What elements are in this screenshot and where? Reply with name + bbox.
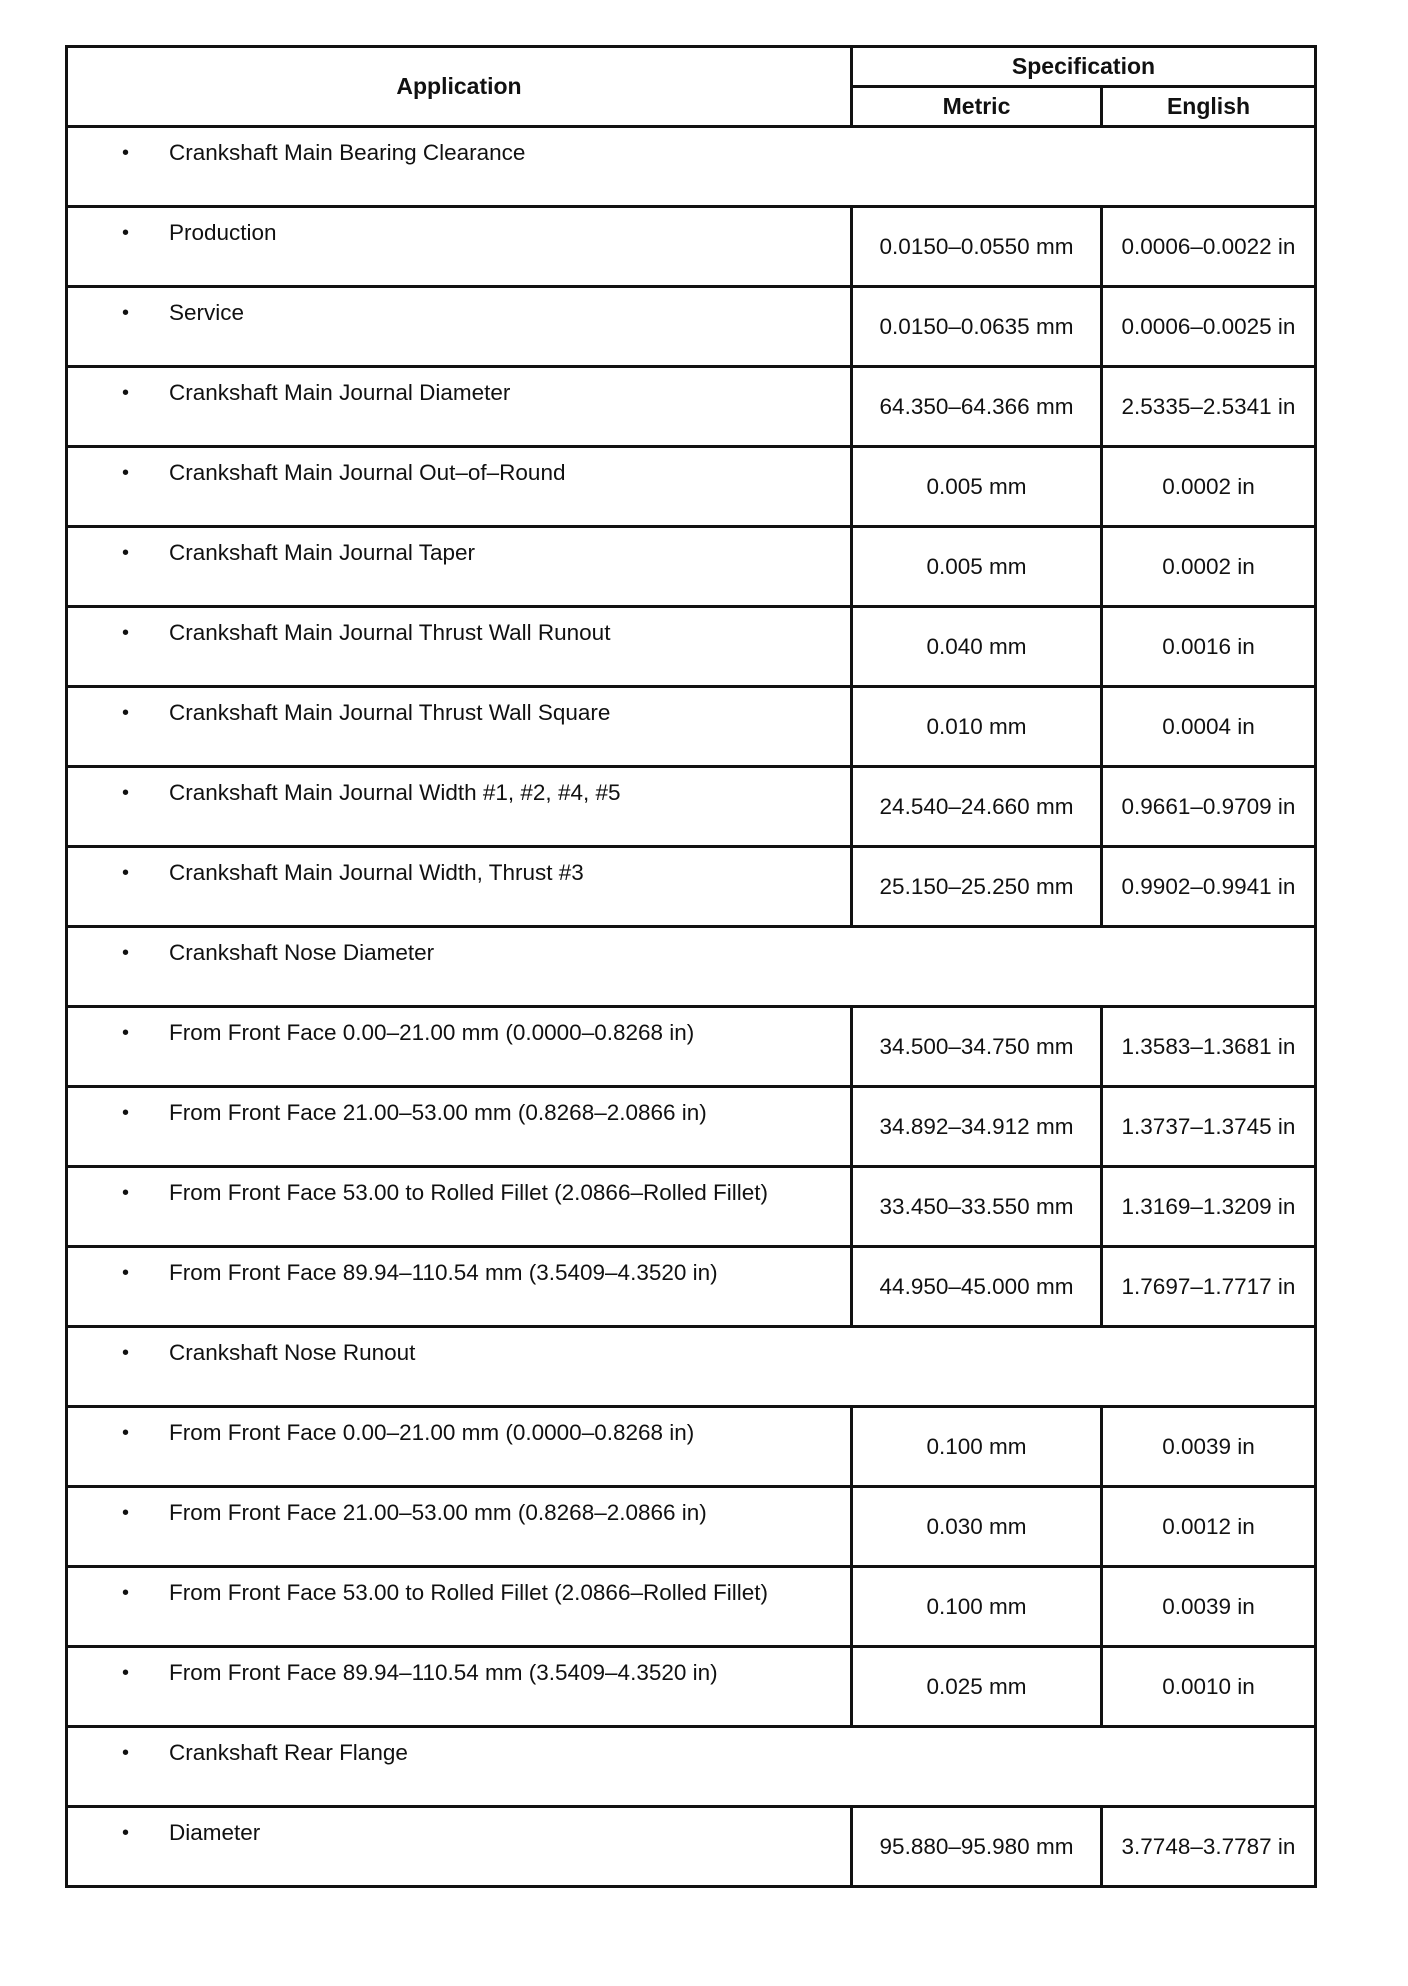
bullet-icon: • (122, 702, 130, 724)
table-row (67, 127, 1316, 207)
metric-value: 0.100 mm (852, 1567, 1102, 1647)
application-cell (67, 847, 852, 927)
section-heading-cell (67, 927, 1316, 1007)
metric-value: 0.030 mm (852, 1487, 1102, 1567)
table-row (67, 447, 1316, 527)
metric-value: 0.100 mm (852, 1407, 1102, 1487)
table-row (67, 1247, 1316, 1327)
application-label: Crankshaft Rear Flange (169, 1740, 408, 1765)
english-value: 0.0016 in (1102, 607, 1316, 687)
bullet-icon: • (122, 1422, 130, 1444)
bullet-icon: • (122, 302, 130, 324)
table-row (67, 607, 1316, 687)
metric-value: 24.540–24.660 mm (852, 767, 1102, 847)
metric-value: 25.150–25.250 mm (852, 847, 1102, 927)
application-label: From Front Face 21.00–53.00 mm (0.8268–2.0866 in) (169, 1500, 707, 1525)
bullet-icon: • (122, 1822, 130, 1844)
metric-value: 0.005 mm (852, 527, 1102, 607)
english-value: 3.7748–3.7787 in (1102, 1807, 1316, 1887)
table-row (67, 1647, 1316, 1727)
english-value: 0.0010 in (1102, 1647, 1316, 1727)
bullet-icon: • (122, 1742, 130, 1764)
bullet-icon: • (122, 942, 130, 964)
application-label: From Front Face 89.94–110.54 mm (3.5409–4.3520 in) (169, 1260, 718, 1285)
application-label: From Front Face 21.00–53.00 mm (0.8268–2.0866 in) (169, 1100, 707, 1125)
bullet-icon: • (122, 1102, 130, 1124)
metric-value: 0.040 mm (852, 607, 1102, 687)
table-row (67, 287, 1316, 367)
bullet-icon: • (122, 1582, 130, 1604)
table-row (67, 1327, 1316, 1407)
application-label: Crankshaft Main Bearing Clearance (169, 140, 526, 165)
application-cell (67, 1567, 852, 1647)
table-row (67, 1807, 1316, 1887)
application-label: From Front Face 89.94–110.54 mm (3.5409–4.3520 in) (169, 1660, 718, 1685)
bullet-icon: • (122, 382, 130, 404)
bullet-icon: • (122, 1342, 130, 1364)
metric-value: 0.025 mm (852, 1647, 1102, 1727)
metric-value: 95.880–95.980 mm (852, 1807, 1102, 1887)
english-value: 0.0012 in (1102, 1487, 1316, 1567)
metric-value: 44.950–45.000 mm (852, 1247, 1102, 1327)
section-heading-cell (67, 127, 1316, 207)
section-heading-cell (67, 1727, 1316, 1807)
table-row (67, 1087, 1316, 1167)
bullet-icon: • (122, 222, 130, 244)
table-row (67, 527, 1316, 607)
application-label: Service (169, 300, 245, 325)
application-label: From Front Face 53.00 to Rolled Fillet (2.0866–Rolled Fillet) (169, 1580, 769, 1605)
application-cell (67, 367, 852, 447)
application-label: From Front Face 0.00–21.00 mm (0.0000–0.8268 in) (169, 1420, 695, 1445)
specification-header: Specification (852, 47, 1316, 87)
table-row (67, 1727, 1316, 1807)
bullet-icon: • (122, 462, 130, 484)
bullet-icon: • (122, 1182, 130, 1204)
application-cell (67, 1807, 852, 1887)
metric-header: Metric (852, 87, 1102, 127)
bullet-icon: • (122, 542, 130, 564)
table-row (67, 1567, 1316, 1647)
application-cell (67, 767, 852, 847)
table-row (67, 1167, 1316, 1247)
table-body (67, 127, 1316, 1887)
bullet-icon: • (122, 1022, 130, 1044)
table-row (67, 687, 1316, 767)
application-cell (67, 1407, 852, 1487)
table-row (67, 767, 1316, 847)
application-label: From Front Face 0.00–21.00 mm (0.0000–0.8268 in) (169, 1020, 695, 1045)
english-value: 1.3583–1.3681 in (1102, 1007, 1316, 1087)
english-header: English (1102, 87, 1316, 127)
application-cell (67, 607, 852, 687)
table-row (67, 847, 1316, 927)
application-label: Crankshaft Main Journal Thrust Wall Runout (169, 620, 611, 645)
english-value: 0.9661–0.9709 in (1102, 767, 1316, 847)
application-cell (67, 1007, 852, 1087)
table-header (67, 47, 1316, 127)
metric-value: 0.010 mm (852, 687, 1102, 767)
metric-value: 0.0150–0.0550 mm (852, 207, 1102, 287)
metric-value: 34.892–34.912 mm (852, 1087, 1102, 1167)
english-value: 1.3169–1.3209 in (1102, 1167, 1316, 1247)
specification-table (65, 45, 1317, 1888)
bullet-icon: • (122, 622, 130, 644)
english-value: 0.0006–0.0025 in (1102, 287, 1316, 367)
application-label: Production (169, 220, 277, 245)
table-row (67, 1407, 1316, 1487)
application-label: Crankshaft Main Journal Width #1, #2, #4, #5 (169, 780, 621, 805)
english-value: 0.0002 in (1102, 447, 1316, 527)
english-value: 0.0004 in (1102, 687, 1316, 767)
table-row (67, 1487, 1316, 1567)
bullet-icon: • (122, 782, 130, 804)
section-heading-cell (67, 1327, 1316, 1407)
english-value: 0.0002 in (1102, 527, 1316, 607)
bullet-icon: • (122, 862, 130, 884)
application-cell (67, 1247, 852, 1327)
application-cell (67, 287, 852, 367)
table-row (67, 927, 1316, 1007)
table-row (67, 1007, 1316, 1087)
english-value: 1.7697–1.7717 in (1102, 1247, 1316, 1327)
application-cell (67, 687, 852, 767)
application-label: Crankshaft Nose Diameter (169, 940, 435, 965)
metric-value: 0.005 mm (852, 447, 1102, 527)
application-label: Crankshaft Nose Runout (169, 1340, 416, 1365)
application-cell (67, 447, 852, 527)
metric-value: 64.350–64.366 mm (852, 367, 1102, 447)
metric-value: 34.500–34.750 mm (852, 1007, 1102, 1087)
english-value: 0.0039 in (1102, 1407, 1316, 1487)
application-label: Crankshaft Main Journal Thrust Wall Square (169, 700, 611, 725)
english-value: 0.0006–0.0022 in (1102, 207, 1316, 287)
application-label: Diameter (169, 1820, 261, 1845)
english-value: 0.9902–0.9941 in (1102, 847, 1316, 927)
application-cell (67, 1087, 852, 1167)
metric-value: 0.0150–0.0635 mm (852, 287, 1102, 367)
application-label: Crankshaft Main Journal Diameter (169, 380, 511, 405)
english-value: 0.0039 in (1102, 1567, 1316, 1647)
application-header: Application (67, 47, 852, 127)
application-cell (67, 1487, 852, 1567)
english-value: 2.5335–2.5341 in (1102, 367, 1316, 447)
application-cell (67, 207, 852, 287)
application-label: Crankshaft Main Journal Width, Thrust #3 (169, 860, 584, 885)
table-row (67, 367, 1316, 447)
application-cell (67, 1167, 852, 1247)
application-cell (67, 527, 852, 607)
bullet-icon: • (122, 1502, 130, 1524)
bullet-icon: • (122, 1662, 130, 1684)
application-label: From Front Face 53.00 to Rolled Fillet (2.0866–Rolled Fillet) (169, 1180, 769, 1205)
english-value: 1.3737–1.3745 in (1102, 1087, 1316, 1167)
table-row (67, 207, 1316, 287)
application-cell (67, 1647, 852, 1727)
bullet-icon: • (122, 142, 130, 164)
metric-value: 33.450–33.550 mm (852, 1167, 1102, 1247)
bullet-icon: • (122, 1262, 130, 1284)
application-label: Crankshaft Main Journal Taper (169, 540, 475, 565)
application-label: Crankshaft Main Journal Out–of–Round (169, 460, 566, 485)
